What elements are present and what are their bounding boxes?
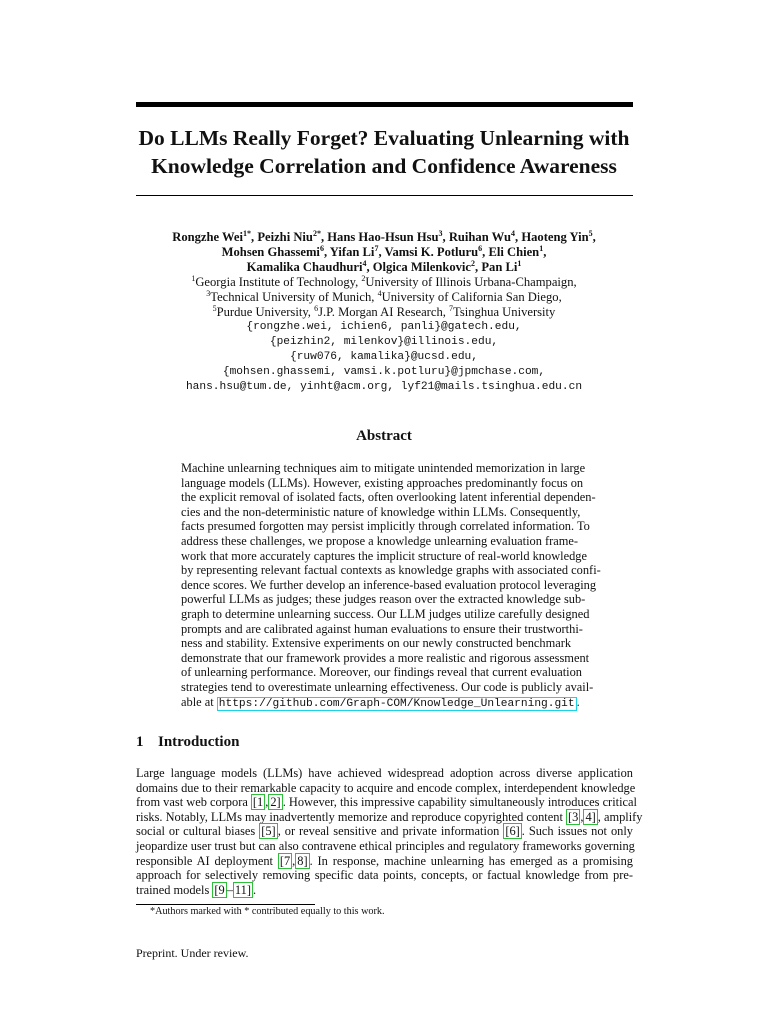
abstract-line: the explicit removal of isolated facts, often overlooking latent inferential dependen- xyxy=(181,490,596,505)
intro-line: risks. Notably, LLMs may inadvertently memorize and reproduce copyrighted content [3 , 4] , amplify xyxy=(136,809,643,824)
abstract-line: demonstrate that our framework provides a more realistic and rigorous assessment xyxy=(181,650,590,665)
title-top-rule xyxy=(136,102,633,107)
affiliation-line-1: $^1$Georgia Institute of Technology, $^2$University of Illinois Urbana-Champaign, xyxy=(191,273,577,289)
affiliation-line-2: $^3$Technical University of Munich, $^4$University of California San Diego, xyxy=(206,288,562,304)
abstract-line-last xyxy=(181,695,589,712)
introduction-body xyxy=(136,766,643,897)
citation-link[interactable]: 4] xyxy=(585,809,596,824)
section-heading-introduction xyxy=(136,734,239,751)
abstract-last-prefix: able at xyxy=(181,694,217,709)
abstract-line: language models (LLMs). However, existing approaches predominantly focus on xyxy=(181,475,584,490)
intro-line: jeopardize user trust but can also contravene ethical principles and regulatory frameworks governing xyxy=(136,838,635,853)
preprint-footer: Preprint. Under review. xyxy=(136,946,249,960)
abstract-line: prompts and are calibrated against human evaluations to ensure their trustworthi- xyxy=(181,621,583,636)
citation-link[interactable]: [1 xyxy=(252,795,264,810)
citation-link[interactable]: [7 xyxy=(279,853,291,868)
email-line-4: {mohsen.ghassemi, vamsi.k.potluru}@jpmchase.com, xyxy=(222,366,546,378)
abstract-line: ness and stability. Extensive experiments on our newly constructed benchmark xyxy=(181,636,572,651)
citation-link[interactable]: [3 xyxy=(568,809,579,824)
section-number: 1 xyxy=(136,734,144,750)
intro-line: from vast web corpora [1 , 2] . However, this impressive capability simultaneously introduces critical xyxy=(136,795,637,810)
citation-link[interactable]: 11] xyxy=(234,882,251,897)
citation-link[interactable]: [6] xyxy=(505,824,520,839)
abstract-line: graph to determine unlearning success. Our LLM judges utilize carefully designed xyxy=(181,606,590,621)
abstract-line: powerful LLMs as judges; these judges reason over the extracted knowledge sub- xyxy=(181,592,586,607)
email-line-5: hans.hsu@tum.de, yinht@acm.org, lyf21@mails.tsinghua.edu.cn xyxy=(185,381,583,393)
intro-line: Large language models (LLMs) have achieved widespread adoption across diverse application xyxy=(136,766,633,780)
intro-line: responsible AI deployment [7 , 8] . In response, machine unlearning has emerged as a promising xyxy=(136,853,633,868)
author-line-3: Kamalika Chaudhuri$^4$, Olgica Milenkovic$^2$, Pan Li$^1$ xyxy=(246,258,522,274)
abstract-line: strategies tend to overestimate unlearning effectiveness. Our code is publicly avail- xyxy=(181,679,594,694)
author-block xyxy=(100,230,668,395)
intro-line: domains due to their remarkable capacity to acquire and encode complex, interdependent knowledge xyxy=(136,780,636,795)
title-bottom-rule xyxy=(136,195,633,196)
abstract-line: Machine unlearning techniques aim to mitigate unintended memorization in large xyxy=(181,461,586,475)
email-line-3: {ruw076, kamalika}@ucsd.edu, xyxy=(290,351,478,363)
email-line-1: {rongzhe.wei, ichien6, panli}@gatech.edu, xyxy=(246,321,522,333)
abstract-line: dence scores. We further develop an inference-based evaluation protocol leveraging xyxy=(181,577,597,592)
citation-link[interactable]: [9 xyxy=(214,882,225,897)
abstract-last-suffix: . xyxy=(576,694,580,709)
intro-line: trained models [9 – 11] . xyxy=(136,882,257,897)
github-link[interactable]: https://github.com/Graph-COM/Knowledge_Unlearning.git xyxy=(218,697,575,710)
abstract-body xyxy=(181,461,601,711)
citation-link[interactable]: 8] xyxy=(297,853,308,868)
email-line-2: {peizhin2, milenkov}@illinois.edu, xyxy=(269,336,499,348)
paper-title xyxy=(100,124,668,180)
abstract-line: of unlearning performance. Moreover, our findings reveal that current evaluation xyxy=(181,665,583,680)
abstract-line: facts presumed forgotten may persist implicitly through correlated information. To xyxy=(181,519,590,534)
section-title: Introduction xyxy=(158,734,240,750)
author-line-1: Rongzhe Wei$^{1*}$, Peizhi Niu$^{2*}$, Hans Hao-Hsun Hsu$^3$, Ruihan Wu$^4$, Haoteng Yin$^5$, xyxy=(172,228,596,244)
citation-link[interactable]: [5] xyxy=(261,824,276,839)
title-line-2: Knowledge Correlation and Confidence Awareness xyxy=(151,154,617,178)
intro-line: approach for selectively removing specific data points, concepts, or factual knowledge from pre- xyxy=(136,868,633,883)
abstract-line: work that more accurately captures the implicit structure of real-world knowledge xyxy=(181,548,587,563)
abstract-heading: Abstract xyxy=(356,428,412,444)
citation-link[interactable]: 2] xyxy=(270,795,281,810)
intro-line: social or cultural biases [5] , or reveal sensitive and private information [6] . Such issues not only xyxy=(136,824,633,839)
affiliation-line-3: $^5$Purdue University, $^6$J.P. Morgan AI Research, $^7$Tsinghua University xyxy=(212,303,556,319)
footnote-rule xyxy=(136,904,315,905)
abstract-line: by representing relevant factual contexts as knowledge graphs with associated confi- xyxy=(181,563,601,578)
abstract-line: address these challenges, we propose a knowledge unlearning evaluation frame- xyxy=(181,533,579,548)
title-line-1: Do LLMs Really Forget? Evaluating Unlearning with xyxy=(138,126,630,150)
footnote: *Authors marked with * contributed equally to this work. xyxy=(150,906,385,917)
abstract-line: cies and the non-deterministic nature of knowledge within LLMs. Consequently, xyxy=(181,504,581,519)
author-line-2: Mohsen Ghassemi$^6$, Yifan Li$^7$, Vamsi K. Potluru$^6$, Eli Chien$^1$, xyxy=(221,243,547,259)
